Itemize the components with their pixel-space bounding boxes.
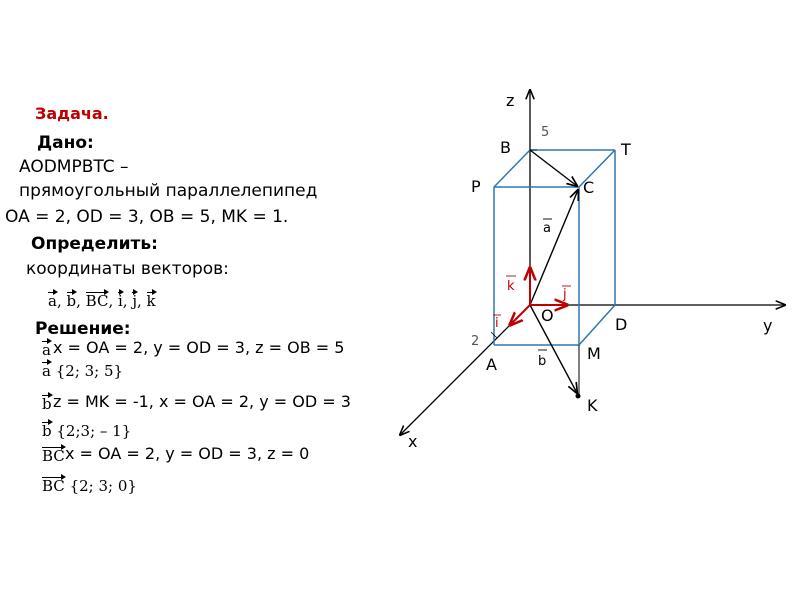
solution-bc-coords: BC {2; 3; 0} (42, 477, 137, 495)
label-k: K (587, 396, 598, 415)
label-o: O (541, 306, 554, 325)
given-lengths: OA = 2, OD = 3, OB = 5, MK = 1. (5, 207, 289, 227)
solution-b-coords: b {2;3; – 1} (42, 422, 132, 440)
label-t: T (621, 140, 631, 159)
vector-list: a, b, BC, i, j, k (48, 292, 156, 310)
label-c: C (583, 178, 595, 197)
vector-b-label: b (538, 354, 547, 369)
unit-k-label: k (507, 279, 515, 294)
vector-i-name: i (117, 292, 123, 310)
determine-label: Определить: (31, 234, 158, 254)
solution-a-line: x = OA = 2, y = OD = 3, z = OB = 5 (53, 338, 345, 357)
unit-j-label: j (563, 287, 567, 302)
determine-text: координаты векторов: (26, 259, 229, 279)
point-k (576, 394, 581, 399)
axes (400, 90, 785, 435)
solution-b-line: z = MK = -1, x = OA = 2, y = OD = 3 (53, 392, 351, 411)
vector-k-name: k (146, 292, 156, 310)
given-label: Дано: (37, 133, 94, 153)
vector-a-name: a (48, 292, 57, 310)
vector-a-arrow (530, 190, 578, 305)
label-a: A (486, 355, 497, 374)
label-m: M (587, 344, 601, 363)
solution-bc-vector: BC (42, 447, 65, 465)
vector-bc-arrow (530, 150, 577, 186)
solution-a-vector: a (42, 341, 51, 359)
solution-a-coords: a {2; 3; 5} (42, 362, 124, 380)
unit-i-label: i (495, 316, 499, 331)
label-p: P (471, 177, 481, 196)
x-axis-label: x (408, 432, 418, 451)
solution-bc-line: x = OA = 2, y = OD = 3, z = 0 (65, 444, 310, 463)
label-d: D (615, 315, 628, 334)
unit-i-arrow (510, 305, 530, 325)
z-tick-label: 5 (541, 125, 550, 140)
solution-label: Решение: (35, 319, 131, 339)
figure-name: AODMPBTC – (19, 157, 129, 177)
figure-type: прямоугольный параллелепипед (19, 181, 318, 201)
z-axis-label: z (506, 91, 515, 110)
x-tick-label: 2 (471, 334, 480, 349)
vector-bc-name: BC (85, 292, 109, 310)
solution-b-vector: b (42, 395, 52, 413)
problem-title: Задача. (35, 104, 109, 123)
vector-j-name: j (132, 292, 137, 310)
vector-a-label: a (543, 221, 551, 236)
vector-b-name: b (66, 292, 77, 310)
label-b: B (500, 138, 511, 157)
y-axis-label: y (763, 316, 773, 335)
